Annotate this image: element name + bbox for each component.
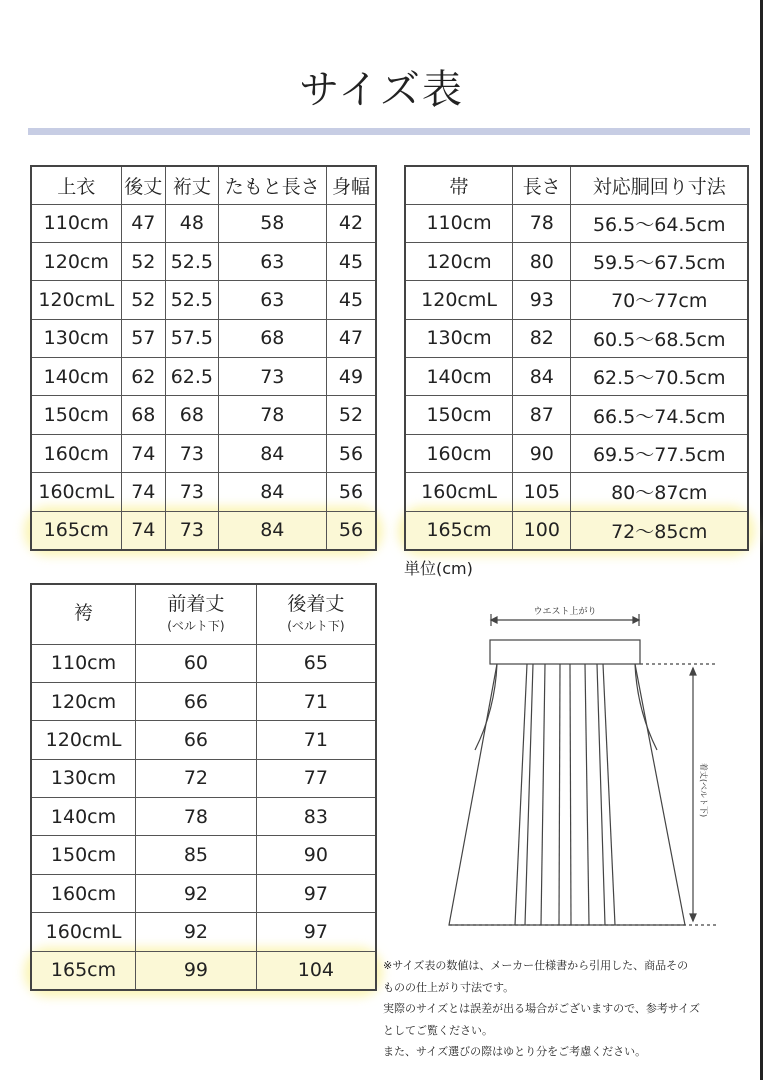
table-row bbox=[31, 473, 376, 511]
table-row bbox=[405, 281, 748, 319]
table-row bbox=[31, 644, 376, 682]
value-cell: 104 bbox=[256, 951, 376, 989]
value-cell: 66 bbox=[136, 721, 257, 759]
value-cell: 73 bbox=[166, 511, 219, 549]
header-row bbox=[31, 584, 376, 644]
header-cell: 対応胴回り寸法 bbox=[571, 166, 748, 204]
size-cell: 120cm bbox=[31, 242, 121, 280]
value-cell: 60 bbox=[136, 644, 257, 682]
value-cell: 100 bbox=[513, 511, 571, 549]
length-label: 着丈(ベルト下) bbox=[699, 762, 708, 818]
value-cell: 62.5 bbox=[166, 358, 219, 396]
value-cell: 52 bbox=[326, 396, 376, 434]
value-cell: 52.5 bbox=[166, 281, 219, 319]
size-cell: 160cmL bbox=[31, 913, 136, 951]
waist-label: ウエスト上がり bbox=[533, 607, 597, 617]
size-cell: 160cm bbox=[405, 434, 513, 472]
table-row bbox=[31, 682, 376, 720]
value-cell: 83 bbox=[256, 798, 376, 836]
obi-table-body bbox=[405, 166, 748, 550]
size-cell: 160cm bbox=[31, 434, 121, 472]
notes-block bbox=[383, 955, 763, 1063]
header-cell: 後丈 bbox=[121, 166, 166, 204]
size-cell: 120cmL bbox=[31, 721, 136, 759]
header-cell bbox=[256, 584, 376, 644]
size-cell: 165cm bbox=[31, 511, 121, 549]
obi-size-table bbox=[404, 165, 749, 551]
value-cell: 90 bbox=[513, 434, 571, 472]
table-row bbox=[405, 319, 748, 357]
value-cell: 84 bbox=[218, 511, 326, 549]
table-row bbox=[31, 204, 376, 242]
value-cell: 92 bbox=[136, 913, 257, 951]
value-cell: 66 bbox=[136, 682, 257, 720]
top-size-table bbox=[30, 165, 377, 551]
value-cell: 66.5〜74.5cm bbox=[571, 396, 748, 434]
value-cell: 90 bbox=[256, 836, 376, 874]
value-cell: 97 bbox=[256, 913, 376, 951]
value-cell: 84 bbox=[218, 434, 326, 472]
value-cell: 105 bbox=[513, 473, 571, 511]
value-cell: 92 bbox=[136, 874, 257, 912]
hakama-table-body bbox=[31, 584, 376, 990]
header-cell bbox=[136, 584, 257, 644]
value-cell: 62.5〜70.5cm bbox=[571, 358, 748, 396]
size-cell: 130cm bbox=[405, 319, 513, 357]
value-cell: 48 bbox=[166, 204, 219, 242]
value-cell: 52.5 bbox=[166, 242, 219, 280]
value-cell: 47 bbox=[326, 319, 376, 357]
header-cell: 裄丈 bbox=[166, 166, 219, 204]
table-row bbox=[31, 434, 376, 472]
note-line: また、サイズ選びの際はゆとり分をご考慮ください。 bbox=[383, 1045, 647, 1058]
size-cell: 160cm bbox=[31, 874, 136, 912]
value-cell: 59.5〜67.5cm bbox=[571, 242, 748, 280]
value-cell: 42 bbox=[326, 204, 376, 242]
value-cell: 80 bbox=[513, 242, 571, 280]
table-row bbox=[31, 721, 376, 759]
size-cell: 150cm bbox=[31, 836, 136, 874]
value-cell: 68 bbox=[218, 319, 326, 357]
value-cell: 68 bbox=[166, 396, 219, 434]
header-cell: たもと長さ bbox=[218, 166, 326, 204]
table-row bbox=[405, 511, 748, 549]
value-cell: 84 bbox=[513, 358, 571, 396]
header-cell: 帯 bbox=[405, 166, 513, 204]
header-row bbox=[31, 166, 376, 204]
value-cell: 80〜87cm bbox=[571, 473, 748, 511]
size-cell: 130cm bbox=[31, 319, 121, 357]
page-title: サイズ表 bbox=[299, 67, 464, 113]
hakama-size-table bbox=[30, 583, 377, 991]
value-cell: 69.5〜77.5cm bbox=[571, 434, 748, 472]
table-row bbox=[31, 511, 376, 549]
table-row bbox=[31, 951, 376, 989]
header-sub: (ベルト下) bbox=[287, 619, 345, 634]
value-cell: 99 bbox=[136, 951, 257, 989]
header-cell bbox=[31, 584, 136, 644]
value-cell: 71 bbox=[256, 721, 376, 759]
value-cell: 87 bbox=[513, 396, 571, 434]
value-cell: 56 bbox=[326, 434, 376, 472]
value-cell: 56 bbox=[326, 473, 376, 511]
size-cell: 110cm bbox=[405, 204, 513, 242]
header-main: 前着丈 bbox=[167, 593, 225, 616]
value-cell: 93 bbox=[513, 281, 571, 319]
value-cell: 60.5〜68.5cm bbox=[571, 319, 748, 357]
hakama-diagram bbox=[435, 590, 725, 935]
table-row bbox=[31, 281, 376, 319]
value-cell: 77 bbox=[256, 759, 376, 797]
size-cell: 140cm bbox=[31, 358, 121, 396]
value-cell: 74 bbox=[121, 473, 166, 511]
value-cell: 78 bbox=[218, 396, 326, 434]
value-cell: 73 bbox=[166, 473, 219, 511]
value-cell: 78 bbox=[513, 204, 571, 242]
size-cell: 120cmL bbox=[31, 281, 121, 319]
value-cell: 74 bbox=[121, 434, 166, 472]
value-cell: 49 bbox=[326, 358, 376, 396]
size-cell: 120cmL bbox=[405, 281, 513, 319]
size-cell: 110cm bbox=[31, 644, 136, 682]
table-row bbox=[405, 473, 748, 511]
value-cell: 63 bbox=[218, 281, 326, 319]
unit-label: 単位(cm) bbox=[404, 559, 473, 578]
value-cell: 45 bbox=[326, 242, 376, 280]
value-cell: 78 bbox=[136, 798, 257, 836]
value-cell: 72〜85cm bbox=[571, 511, 748, 549]
value-cell: 47 bbox=[121, 204, 166, 242]
value-cell: 65 bbox=[256, 644, 376, 682]
value-cell: 73 bbox=[166, 434, 219, 472]
value-cell: 72 bbox=[136, 759, 257, 797]
header-row bbox=[405, 166, 748, 204]
size-cell: 165cm bbox=[31, 951, 136, 989]
value-cell: 85 bbox=[136, 836, 257, 874]
value-cell: 52 bbox=[121, 242, 166, 280]
size-cell: 130cm bbox=[31, 759, 136, 797]
note-line: 実際のサイズとは誤差が出る場合がございますので、参考サイズ bbox=[383, 1002, 701, 1015]
header-cell: 上衣 bbox=[31, 166, 121, 204]
value-cell: 70〜77cm bbox=[571, 281, 748, 319]
value-cell: 73 bbox=[218, 358, 326, 396]
table-row bbox=[31, 396, 376, 434]
note-line: ものの仕上がり寸法です。 bbox=[383, 980, 515, 994]
value-cell: 97 bbox=[256, 874, 376, 912]
size-cell: 120cm bbox=[31, 682, 136, 720]
table-row bbox=[31, 759, 376, 797]
note-line: としてご覧ください。 bbox=[383, 1023, 493, 1037]
table-row bbox=[31, 836, 376, 874]
table-row bbox=[31, 874, 376, 912]
header-sub: (ベルト下) bbox=[167, 619, 225, 634]
table-row bbox=[31, 798, 376, 836]
value-cell: 74 bbox=[121, 511, 166, 549]
title-underline bbox=[28, 128, 750, 135]
size-cell: 160cmL bbox=[31, 473, 121, 511]
value-cell: 56.5〜64.5cm bbox=[571, 204, 748, 242]
value-cell: 56 bbox=[326, 511, 376, 549]
value-cell: 68 bbox=[121, 396, 166, 434]
size-cell: 140cm bbox=[405, 358, 513, 396]
value-cell: 71 bbox=[256, 682, 376, 720]
size-cell: 120cm bbox=[405, 242, 513, 280]
table-row bbox=[405, 358, 748, 396]
table-row bbox=[31, 358, 376, 396]
top-table-body bbox=[31, 166, 376, 550]
value-cell: 63 bbox=[218, 242, 326, 280]
size-cell: 160cmL bbox=[405, 473, 513, 511]
value-cell: 52 bbox=[121, 281, 166, 319]
header-main: 後着丈 bbox=[287, 593, 345, 616]
header-main: 袴 bbox=[74, 602, 94, 625]
table-row bbox=[31, 913, 376, 951]
size-cell: 110cm bbox=[31, 204, 121, 242]
header-cell: 身幅 bbox=[326, 166, 376, 204]
size-cell: 150cm bbox=[31, 396, 121, 434]
table-row bbox=[405, 434, 748, 472]
value-cell: 62 bbox=[121, 358, 166, 396]
header-cell: 長さ bbox=[513, 166, 571, 204]
table-row bbox=[31, 319, 376, 357]
value-cell: 57 bbox=[121, 319, 166, 357]
value-cell: 82 bbox=[513, 319, 571, 357]
table-row bbox=[31, 242, 376, 280]
note-line: ※サイズ表の数値は、メーカー仕様書から引用した、商品その bbox=[383, 959, 689, 972]
value-cell: 84 bbox=[218, 473, 326, 511]
table-row bbox=[405, 242, 748, 280]
size-cell: 150cm bbox=[405, 396, 513, 434]
size-cell: 165cm bbox=[405, 511, 513, 549]
table-row bbox=[405, 396, 748, 434]
value-cell: 57.5 bbox=[166, 319, 219, 357]
table-row bbox=[405, 204, 748, 242]
size-cell: 140cm bbox=[31, 798, 136, 836]
value-cell: 45 bbox=[326, 281, 376, 319]
value-cell: 58 bbox=[218, 204, 326, 242]
